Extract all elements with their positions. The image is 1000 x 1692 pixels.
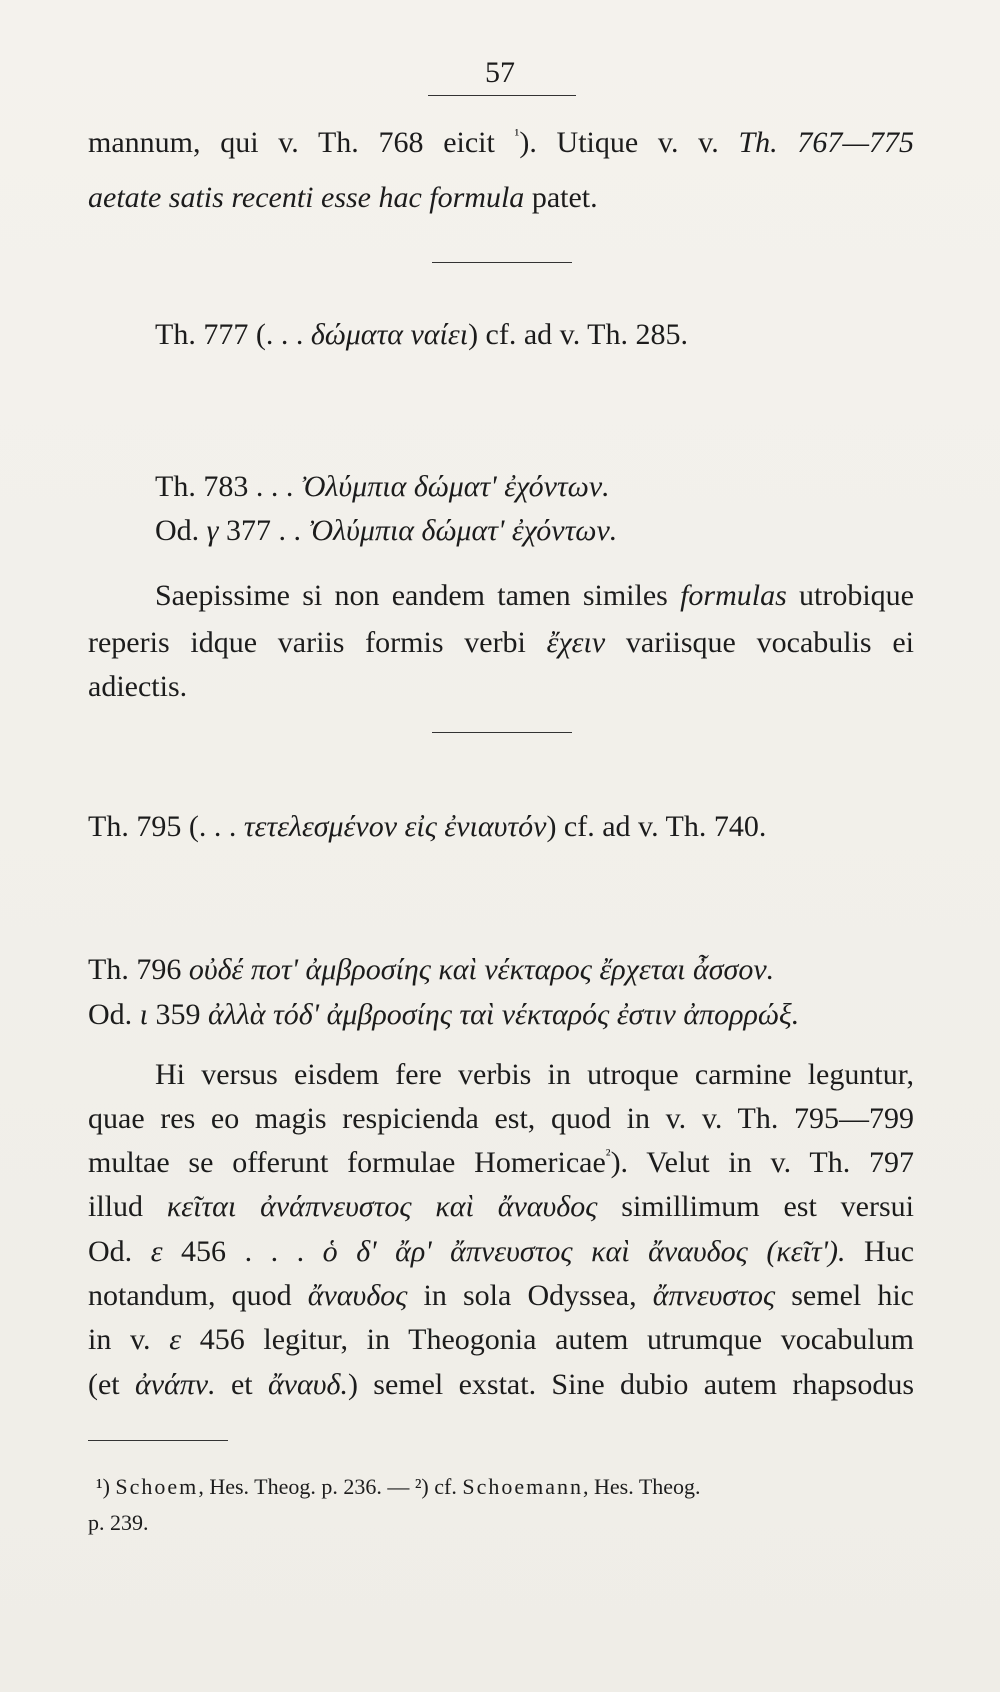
footnote-line [88,1510,149,1536]
text-run: Od. [155,514,207,547]
footnote-rule [88,1440,228,1441]
italic-text: aetate satis recenti esse hac formula [88,181,525,214]
text-run: ¹) [96,1474,116,1499]
text-run: ) cf. ad v. Th. 740. [546,810,767,843]
text-line [88,1281,914,1311]
text-run: ) cf. ad v. Th. 285. [468,318,689,351]
text-run: (et [88,1368,135,1401]
text-line [88,1237,914,1267]
section-separator [432,262,572,263]
text-run: illud [88,1190,167,1223]
italic-text: ἔχειν [546,626,606,659]
italic-text: ἄπνευστος [652,1279,776,1312]
text-run: semel hic [775,1279,914,1312]
text-run: Od. [88,998,140,1031]
text-run: notandum, quod [88,1279,308,1312]
text-run: multae se offerunt formulae Homericae [88,1146,606,1179]
italic-text: Ὀλύμπια δώματ' ἐχόντων. [300,470,610,503]
text-run: mannum, qui v. Th. 768 eicit [88,126,515,159]
text-line [88,1325,914,1355]
italic-text: ἄναυδος [307,1279,408,1312]
text-run: patet. [524,181,598,214]
italic-text: δώματα ναίει [310,318,469,351]
text-line [88,812,766,842]
italic-text: ι [139,998,149,1031]
text-line [88,628,914,658]
italic-text: ὁ δ' ἄρ' ἄπνευστος καὶ ἄναυδος (κεῖτ'). [322,1235,846,1268]
text-run: , Hes. Theog. [583,1474,701,1499]
text-run: in v. [88,1323,170,1356]
italic-text: ἀνάπν. [134,1368,216,1401]
text-run: ). Utique v. v. [519,126,739,159]
text-run: quae res eo magis respicienda est, quod in v. v. Th. 795—799 [88,1102,914,1135]
text-line [88,128,914,158]
italic-text: Ὀλύμπια δώματ' ἐχόντων. [308,514,618,547]
text-line [155,516,617,546]
text-line [88,955,774,985]
text-run: ) semel exstat. Sine dubio autem rhapsodus [347,1368,914,1401]
text-line [155,472,610,502]
text-run: et [215,1368,268,1401]
italic-text: γ [206,514,219,547]
text-line [88,672,187,702]
text-run: simillimum est versui [597,1190,914,1223]
text-run: Saepissime si non eandem tamen similes [155,579,681,612]
text-line [155,320,688,350]
text-line [88,1104,914,1134]
text-run: Th. 777 (. . . [155,318,311,351]
text-run: Th. 795 (. . . [88,810,244,843]
text-run: 377 . . [218,514,309,547]
header-rule [428,95,576,96]
text-run: adiectis. [88,670,188,703]
text-line [88,1370,914,1400]
text-run: Schoemann [462,1474,584,1499]
text-run: Hi versus eisdem fere verbis in utroque carmine leguntur, [155,1058,914,1091]
text-line [155,1060,914,1090]
italic-text: Th. 767—775 [738,126,915,159]
page-number: 57 [485,56,515,89]
footnote-ref: ² [605,1147,611,1164]
italic-text: formulas [680,579,787,612]
text-run: Od. [88,1235,151,1268]
text-line [88,1000,799,1030]
italic-text: ε [169,1323,182,1356]
text-run: 456 legitur, in Theogonia autem utrumque vocabulum [181,1323,914,1356]
footnote-ref: ¹ [514,127,520,144]
text-line [88,1192,914,1222]
text-run: 456 . . . [162,1235,323,1268]
text-run: Schoem [115,1474,199,1499]
text-run: Huc [845,1235,915,1268]
text-run: p. 239. [88,1510,149,1535]
text-line [88,1148,914,1178]
italic-text: τετελεσμένον εἰς ἐνιαυτόν [243,810,547,843]
section-separator [432,732,572,733]
text-run: reperis idque variis formis verbi [88,626,547,659]
italic-text: ἀλλὰ τόδ' ἀμβροσίης ταὶ νέκταρός ἐστιν ἀπορρώξ. [208,998,800,1031]
italic-text: οὐδέ ποτ' ἀμβροσίης καὶ νέκταρος ἔρχεται ἆσσον. [188,953,775,986]
footnote-line [96,1474,701,1500]
italic-text: ἄναυδ. [267,1368,348,1401]
text-run: ). Velut in v. Th. 797 [610,1146,914,1179]
text-run: in sola Odyssea, [407,1279,653,1312]
text-line [155,581,914,611]
italic-text: ε [150,1235,163,1268]
text-run: Th. 796 [88,953,189,986]
text-run: utrobique [786,579,914,612]
text-run: 359 [148,998,209,1031]
text-run: , Hes. Theog. p. 236. — ²) cf. [198,1474,463,1499]
text-run: Th. 783 . . . [155,470,301,503]
text-run: variisque vocabulis ei [605,626,915,659]
text-line [88,183,598,213]
italic-text: κεῖται ἀνάπνευστος καὶ ἄναυδος [166,1190,598,1223]
